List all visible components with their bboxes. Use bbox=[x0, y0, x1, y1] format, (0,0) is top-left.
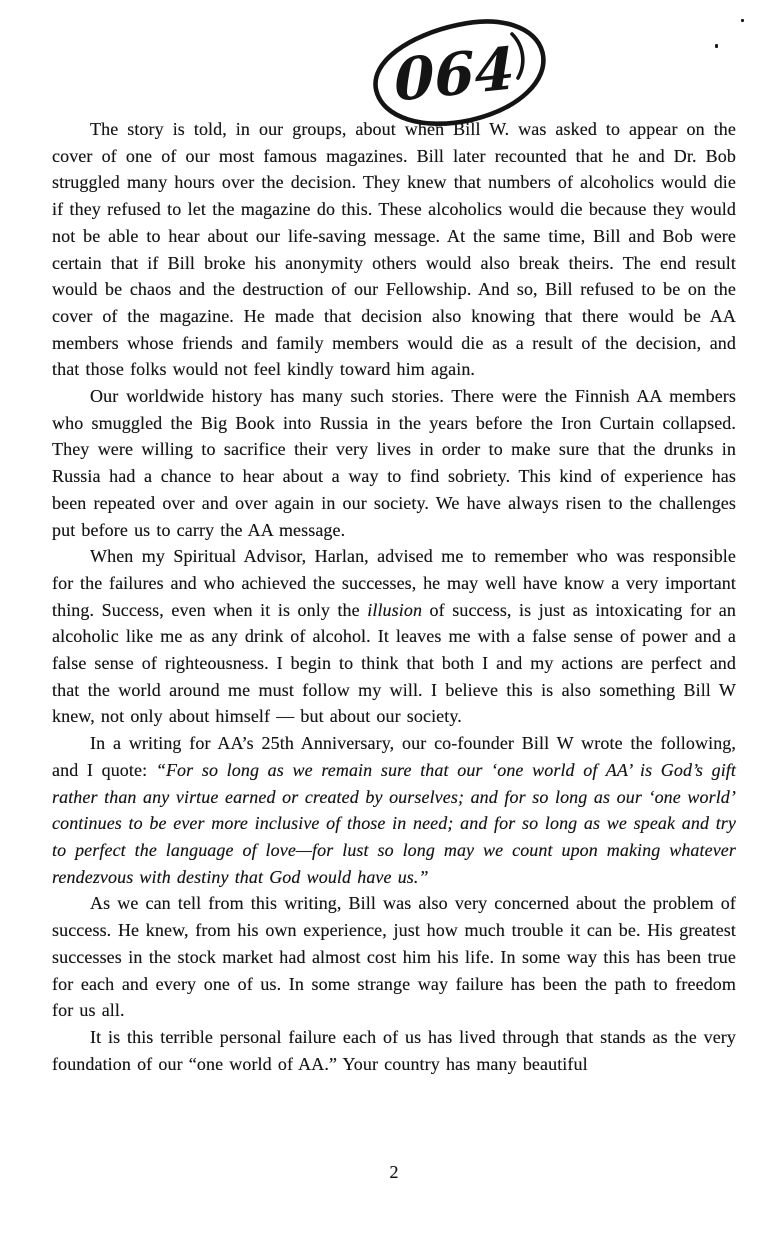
paragraph bbox=[52, 1024, 736, 1077]
page-number: 2 bbox=[389, 1162, 399, 1182]
stamp-number: 064 bbox=[393, 33, 516, 115]
italic-text: “For so long as we remain sure that our ‘one world of AA’ is God’s gift rather than any virtue earned or created by ourselves; and for so long as our ‘one world’ continues to be ever more inclusive of those in need; and for so long as we speak and try to perfect the language of love—for lust so long may we count upon making whatever rendezvous with destiny that God would have us.” bbox=[52, 759, 736, 887]
paragraph bbox=[52, 890, 736, 1024]
body-text: As we can tell from this writing, Bill was also very concerned about the problem of success. He knew, from his own experience, just how much trouble it can be. His greatest successes in the stock market had almost cost him his life. In some way this has been true for each and every one of us. In some strange way failure has been the path to freedom for us all. bbox=[52, 893, 736, 1021]
scan-speck bbox=[741, 19, 744, 22]
body-text: of success, is just as intoxicating for an alcoholic like me as any drink of alcohol. It leaves me with a false sense of power and a false sense of righteousness. I begin to think that both I and my actions are perfect and that the world around me must follow my will. I believe this is also something Bill W knew, not only about himself — but about our society. bbox=[52, 599, 736, 727]
body-text: The story is told, in our groups, about when Bill W. was asked to appear on the cover of one of our most famous magazines. Bill later recounted that he and Dr. Bob struggled many hours over the decision. They knew that numbers of alcoholics would die if they refused to let the magazine do this. These alcoholics would die because they would not be able to hear about our life-saving message. At the same time, Bill and Bob were certain that if Bill broke his anonymity others would also break theirs. The end result would be chaos and the destruction of our Fellowship. And so, Bill refused to be on the cover of the magazine. He made that decision also knowing that there would be AA members whose friends and family members would die as a result of the decision, and that those folks would not feel kindly toward him again. bbox=[52, 119, 736, 380]
italic-text: illusion bbox=[367, 599, 423, 620]
body-text: It is this terrible personal failure each of us has lived through that stands as the very foundation of our “one world of AA.” Your country has many beautiful bbox=[52, 1026, 736, 1074]
body-text: Our worldwide history has many such stories. There were the Finnish AA members who smuggled the Big Book into Russia in the years before the Iron Curtain collapsed. They were willing to sacrifice their very lives in order to make sure that the drunks in Russia had a chance to hear about a way to find sobriety. This kind of experience has been repeated over and over again in our society. We have always risen to the challenges put before us to carry the AA message. bbox=[52, 386, 736, 540]
paragraph bbox=[52, 543, 736, 730]
stamp-pen-tail bbox=[512, 34, 523, 78]
body-text: When my Spiritual Advisor, Harlan, advised me to remember who was responsible for the failures and who achieved the successes, he may well have know a very important thing. Success, even when it is only the bbox=[52, 546, 736, 620]
circled-stamp bbox=[366, 16, 552, 130]
stamp-circle-outline bbox=[371, 16, 549, 129]
paragraph bbox=[52, 116, 736, 383]
paragraph bbox=[52, 730, 736, 890]
body-text: In a writing for AA’s 25th Anniversary, our co-founder Bill W wrote the following, and I quote: bbox=[52, 733, 736, 780]
paragraph bbox=[52, 383, 736, 543]
scan-speck bbox=[715, 44, 718, 48]
page-text bbox=[52, 116, 736, 1077]
